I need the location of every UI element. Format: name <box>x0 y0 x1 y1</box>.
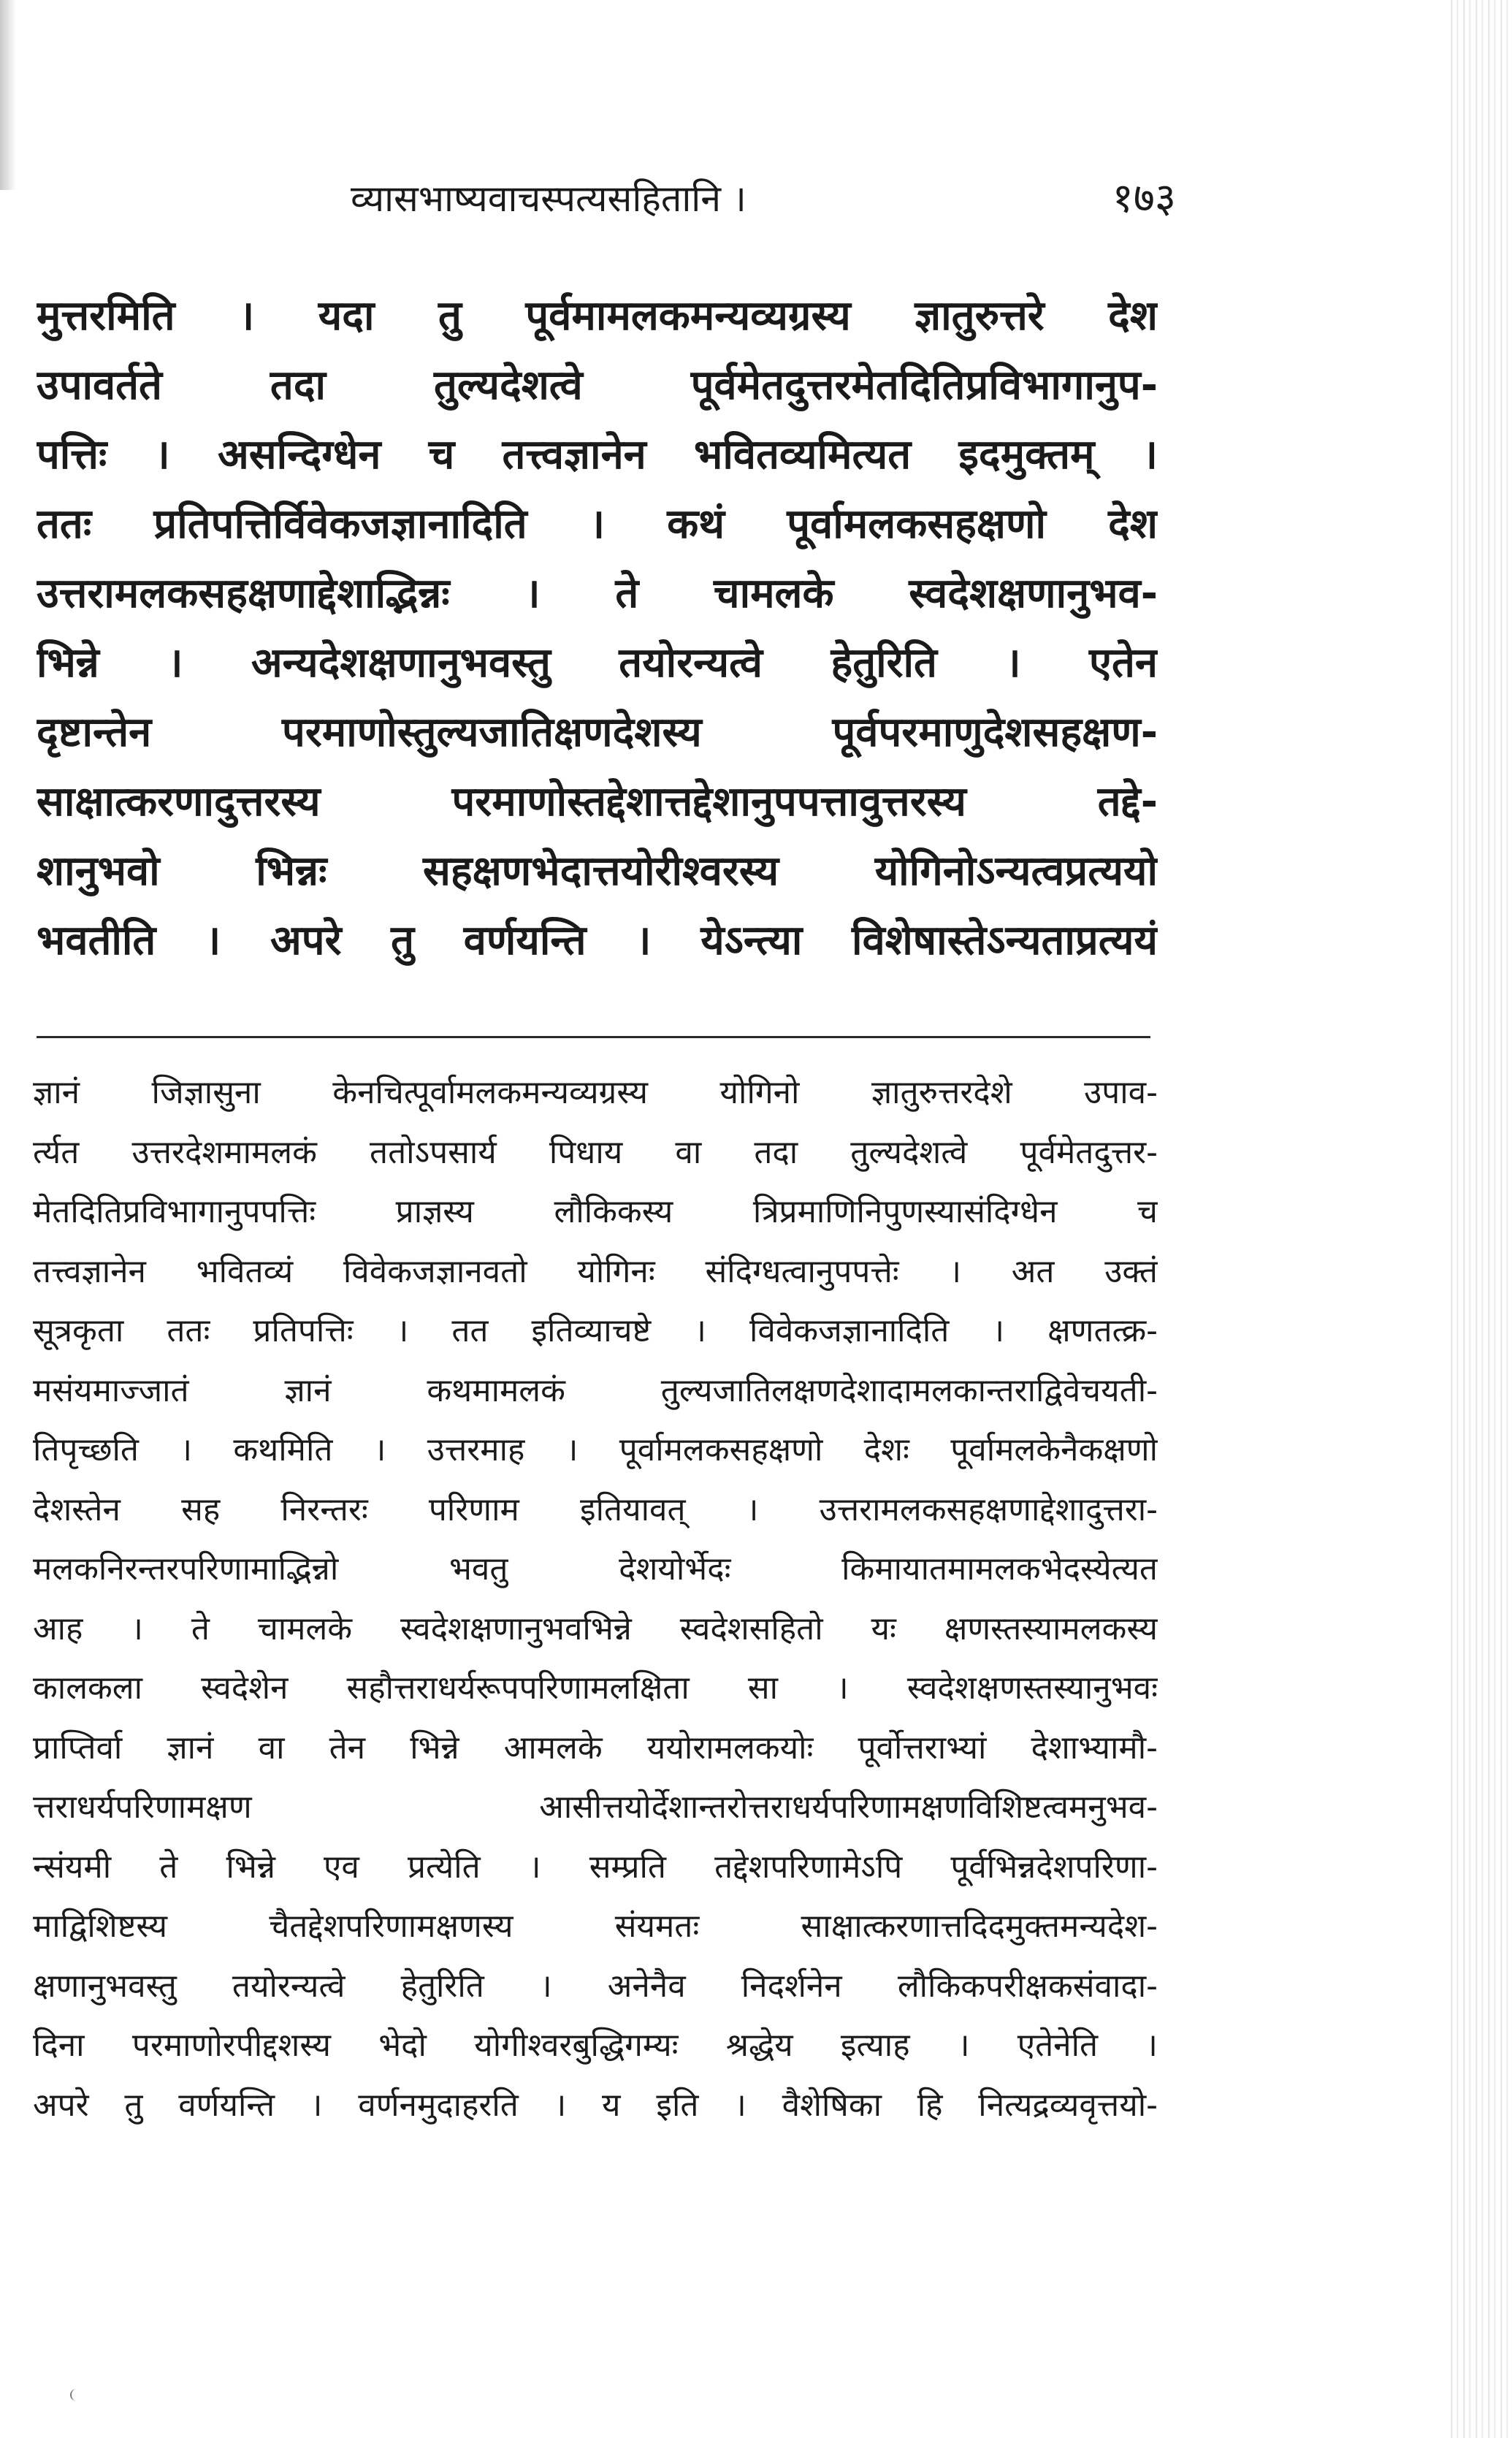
main-text-line: उत्तरामलकसहक्षणाद्देशाद्भिन्नः । ते चामलके स्वदेशक्षणानुभव- <box>37 570 1158 617</box>
page-header <box>351 169 1176 228</box>
main-text-line: पत्तिः । असन्दिग्धेन च तत्त्वज्ञानेन भवितव्यमित्यत इदमुक्तम् । <box>37 431 1158 479</box>
main-text-line: ततः प्रतिपत्तिर्विवेकजज्ञानादिति । कथं पूर्वामलकसहक्षणो देश <box>37 500 1158 548</box>
commentary-line: तिपृच्छति । कथमिति । उत्तरमाह । पूर्वामलकसहक्षणो देशः पूर्वामलकेनैकक्षणो <box>33 1431 1158 1468</box>
main-text-line: साक्षात्करणादुत्तरस्य परमाणोस्तद्देशात्तद्देशानुपपत्तावुत्तरस्य तद्दे- <box>37 778 1158 826</box>
commentary-line: सूत्रकृता ततः प्रतिपत्तिः । तत इतिव्याचष्टे । विवेकजज्ञानादिति । क्षणतत्क्र- <box>33 1312 1158 1349</box>
commentary-line: क्षणानुभवस्तु तयोरन्यत्वे हेतुरिति । अनेनैव निदर्शनेन लौकिकपरीक्षकसंवादा- <box>33 1967 1158 2005</box>
scan-shadow-left <box>0 0 16 190</box>
section-divider <box>37 1036 1150 1038</box>
commentary-line: मसंयमाज्जातं ज्ञानं कथमामलकं तुल्यजातिलक्षणदेशादामलकान्तराद्विवेचयती- <box>33 1371 1158 1409</box>
commentary-line: प्राप्तिर्वा ज्ञानं वा तेन भिन्ने आमलके ययोरामलकयोः पूर्वोत्तराभ्यां देशाभ्यामौ- <box>33 1729 1158 1767</box>
commentary-line: न्संयमी ते भिन्ने एव प्रत्येति । सम्प्रति तद्देशपरिणामेऽपि पूर्वभिन्नदेशपरिणा- <box>33 1848 1158 1886</box>
main-text-line: भिन्ने । अन्यदेशक्षणानुभवस्तु तयोरन्यत्वे हेतुरिति । एतेन <box>37 639 1158 687</box>
commentary-line: माद्विशिष्टस्य चैतद्देशपरिणामक्षणस्य संयमतः साक्षात्करणात्तदिदमुक्तमन्यदेश- <box>33 1908 1158 1945</box>
main-text-line: भवतीति । अपरे तु वर्णयन्ति । येऽन्त्या विशेषास्तेऽन्यताप्रत्ययं <box>37 917 1158 964</box>
commentary-line: मलकनिरन्तरपरिणामाद्भिन्नो भवतु देशयोर्भेदः किमायातमामलकभेदस्येत्यत <box>33 1550 1158 1588</box>
commentary-line: देशस्तेन सह निरन्तरः परिणाम इतियावत् । उत्तरामलकसहक्षणाद्देशादुत्तरा- <box>33 1490 1158 1528</box>
commentary-line: त्तराधर्यपरिणामक्षण आसीत्तयोर्देशान्तरोत्तराधर्यपरिणामक्षणविशिष्टत्वमनुभव- <box>33 1788 1158 1826</box>
commentary-line: मेतदितिप्रविभागानुपपत्तिः प्राज्ञस्य लौकिकस्य त्रिप्रमाणिनिपुणस्यासंदिग्धेन च <box>33 1193 1158 1230</box>
running-title: व्यासभाष्यवाचस्पत्यसहितानि । <box>351 178 747 220</box>
commentary-line: आह । ते चामलके स्वदेशक्षणानुभवभिन्ने स्वदेशसहितो यः क्षणस्तस्यामलकस्य <box>33 1610 1158 1647</box>
scan-speck <box>70 2389 79 2401</box>
commentary-line: दिना परमाणोरपीद्दशस्य भेदो योगीश्वरबुद्धिगम्यः श्रद्धेय इत्याह । एतेनेति । <box>33 2027 1158 2064</box>
commentary-line: अपरे तु वर्णयन्ति । वर्णनमुदाहरति । य इति । वैशेषिका हि नित्यद्रव्यवृत्तयो- <box>33 2086 1158 2124</box>
main-text-line: उपावर्तते तदा तुल्यदेशत्वे पूर्वमेतदुत्तरमेतदितिप्रविभागानुप- <box>37 362 1158 409</box>
main-text-line: मुत्तरमिति । यदा तु पूर्वमामलकमन्यव्यग्रस्य ज्ञातुरुत्तरे देश <box>37 292 1158 340</box>
main-text-line: शानुभवो भिन्नः सहक्षणभेदात्तयोरीश्वरस्य योगिनोऽन्यत्वप्रत्ययो <box>37 847 1158 895</box>
scan-page-edges-right <box>1446 0 1512 2438</box>
commentary-block <box>33 1063 1158 2135</box>
commentary-line: ज्ञानं जिज्ञासुना केनचित्पूर्वामलकमन्यव्यग्रस्य योगिनो ज्ञातुरुत्तरदेशे उपाव- <box>33 1074 1158 1111</box>
page-number: १७३ <box>1112 175 1176 222</box>
main-text-block <box>37 281 1158 975</box>
commentary-line: र्त्यत उत्तरदेशमामलकं ततोऽपसार्य पिधाय वा तदा तुल्यदेशत्वे पूर्वमेतदुत्तर- <box>33 1133 1158 1171</box>
commentary-line: तत्त्वज्ञानेन भवितव्यं विवेकजज्ञानवतो योगिनः संदिग्धत्वानुपपत्तेः । अत उक्तं <box>33 1252 1158 1290</box>
main-text-line: दृष्टान्तेन परमाणोस्तुल्यजातिक्षणदेशस्य पूर्वपरमाणुदेशसहक्षण- <box>37 709 1158 756</box>
commentary-line: कालकला स्वदेशेन सहौत्तराधर्यरूपपरिणामलक्षिता सा । स्वदेशक्षणस्तस्यानुभवः <box>33 1669 1158 1707</box>
